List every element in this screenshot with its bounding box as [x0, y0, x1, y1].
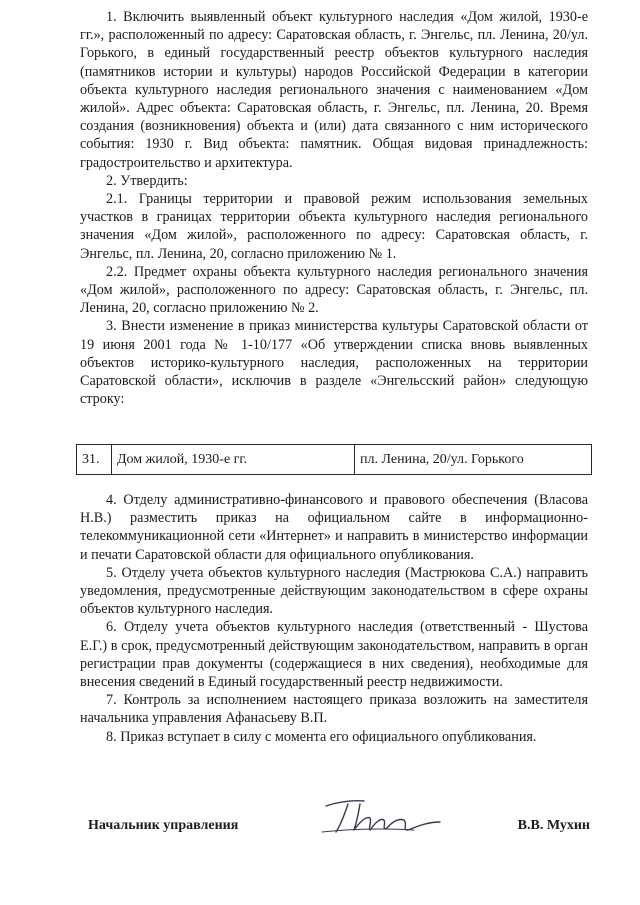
paragraph-8: 8. Приказ вступает в силу с момента его официального опубликования. [106, 728, 537, 745]
paragraph-3: 3. Внести изменение в приказ министерства культуры Саратовской области от 19 июня 2001 года № 1-10/177 «Об утверждении списка вновь выявленных объектов историко-культурного наследия, расположенных на территории Саратовской области», исключив в разделе «Энгельсский район» следующую строку: [80, 318, 588, 408]
paragraph-2-2: 2.2. Предмет охраны объекта культурного наследия регионального значения «Дом жилой», расположенного по адресу: Саратовская область, г. Энгельс, пл. Ленина, 20, согласно приложению № 2. [80, 263, 588, 317]
row-object-name: Дом жилой, 1930-е гг. [112, 445, 355, 475]
paragraph-4: 4. Отделу административно-финансового и правового обеспечения (Власова Н.В.) разместить приказ на официальном сайте в информационно-телекоммуникационной сети «Интернет» и направить в министерство информации и печати Саратовской области для официального опубликования. [80, 492, 588, 563]
paragraph-1: 1. Включить выявленный объект культурного наследия «Дом жилой, 1930-е гг.», расположенный по адресу: Саратовская область, г. Энгельс, пл. Ленина, 20/ул. Горького, в единый государственный реестр объектов культурного наследия (памятников истории и культуры) народов Российской Федерации в категории объекта культурного наследия регионального значения с наименованием «Дом жилой». Адрес объекта: Саратовская область, г. Энгельс, пл. Ленина, 20. Время создания (возникновения) объекта и (или) дата связанного с ним исторического события: 1930 г. Вид объекта: памятник. Общая видовая принадлежность: градостроительство и архитектура. [80, 9, 588, 171]
order-body-bottom [80, 491, 588, 746]
paragraph-7: 7. Контроль за исполнением настоящего приказа возложить на заместителя начальника управления Афанасьеву В.П. [80, 692, 588, 727]
signatory-position: Начальник управления [88, 818, 239, 833]
signatory-name: В.В. Мухин [517, 818, 590, 833]
table-row [77, 445, 592, 475]
excluded-row-table [76, 444, 592, 475]
row-number: 31. [77, 445, 112, 475]
paragraph-5: 5. Отделу учета объектов культурного наследия (Мастрюкова С.А.) направить уведомления, предусмотренные действующим законодательством в сфере охраны объектов культурного наследия. [80, 564, 588, 618]
paragraph-2: 2. Утвердить: [106, 172, 188, 189]
row-object-address: пл. Ленина, 20/ул. Горького [355, 445, 592, 475]
handwritten-signature [318, 792, 448, 842]
paragraph-6: 6. Отделу учета объектов культурного наследия (ответственный - Шустова Е.Г.) в срок, предусмотренный действующим законодательством, направить в орган регистрации прав документы (содержащиеся в них сведения), необходимые для внесения сведений в Единый государственный реестр недвижимости. [80, 619, 588, 691]
paragraph-2-1: 2.1. Границы территории и правовой режим использования земельных участков в границах территории объекта культурного наследия регионального значения «Дом жилой», расположенного по адресу: Саратовская область, г. Энгельс, пл. Ленина, 20, согласно приложению № 1. [80, 191, 588, 262]
order-body-top [80, 8, 588, 408]
